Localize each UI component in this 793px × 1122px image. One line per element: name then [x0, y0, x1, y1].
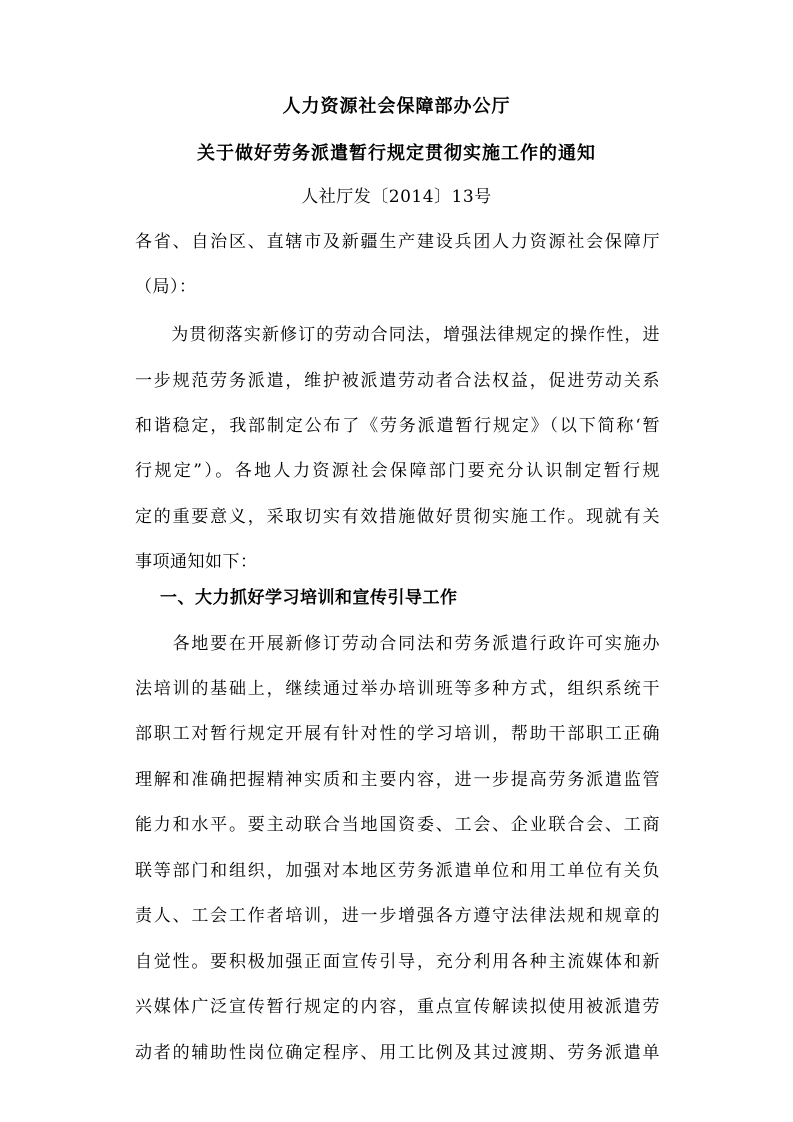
recipients-line-2: （局）： — [135, 277, 197, 297]
paragraph-line: 理解和准确把握精神实质和主要内容，进一步提高劳务派遣监管 — [135, 770, 660, 790]
paragraph-line: 为贯彻落实新修订的劳动合同法，增强法律规定的操作性，进 — [135, 325, 660, 345]
paragraph-line: 事项通知如下： — [135, 552, 258, 572]
paragraph-line: 法培训的基础上，继续通过举办培训班等多种方式，组织系统干 — [135, 679, 660, 699]
paragraph-line: 各地要在开展新修订劳动合同法和劳务派遣行政许可实施办 — [135, 634, 660, 654]
paragraph-line: 能力和水平。要主动联合当地国资委、工会、企业联合会、工商 — [135, 815, 660, 835]
paragraph-line: 部职工对暂行规定开展有针对性的学习培训，帮助干部职工正确 — [135, 724, 660, 744]
paragraph-line: 一步规范劳务派遣，维护被派遣劳动者合法权益，促进劳动关系 — [135, 371, 660, 391]
title-line-2: 关于做好劳务派遣暂行规定贯彻实施工作的通知 — [197, 143, 596, 164]
section-1-heading: 一、大力抓好学习培训和宣传引导工作 — [160, 588, 458, 608]
title-line-1: 人力资源社会保障部办公厅 — [282, 96, 511, 117]
paragraph-line: 责人、工会工作者培训，进一步增强各方遵守法律法规和规章的 — [135, 906, 660, 926]
paragraph-line: 动者的辅助性岗位确定程序、用工比例及其过渡期、劳务派遣单 — [135, 1043, 660, 1063]
paragraph-line: 和谐稳定，我部制定公布了《劳务派遣暂行规定》（以下简称‘暂 — [135, 416, 660, 436]
document-number: 人社厅发〔2014〕13号 — [301, 187, 492, 207]
recipients-line-1: 各省、自治区、直辖市及新疆生产建设兵团人力资源社会保障厅 — [135, 232, 660, 252]
paragraph-line: 联等部门和组织，加强对本地区劳务派遣单位和用工单位有关负 — [135, 861, 660, 881]
paragraph-line: 定的重要意义，采取切实有效措施做好贯彻实施工作。现就有关 — [135, 507, 660, 527]
paragraph-line: 兴媒体广泛宣传暂行规定的内容，重点宣传解读拟使用被派遣劳 — [135, 997, 660, 1017]
paragraph-line: 行规定”）。各地人力资源社会保障部门要充分认识制定暂行规 — [135, 461, 660, 481]
paragraph-line: 自觉性。要积极加强正面宣传引导，充分利用各种主流媒体和新 — [135, 952, 660, 972]
